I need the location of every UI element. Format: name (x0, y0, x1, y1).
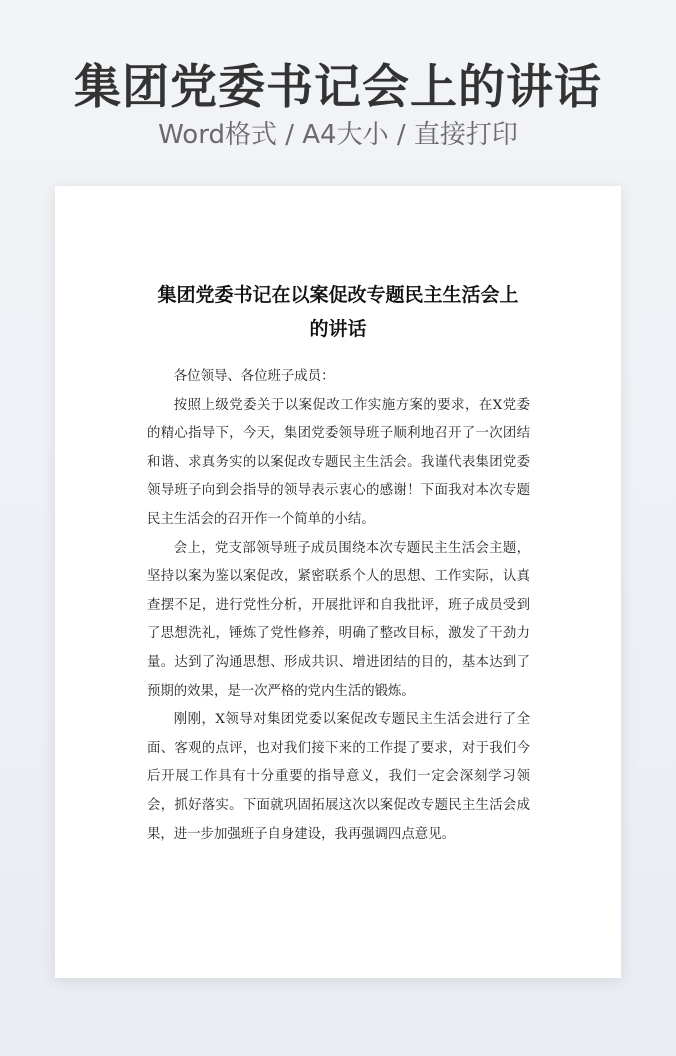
salutation: 各位领导、各位班子成员： (173, 369, 335, 384)
page-title: 集团党委书记会上的讲话 (74, 60, 602, 115)
document-body (147, 363, 530, 849)
paragraph: 按照上级党委关于以案促改工作实施方案的要求，在X党委的精心指导下，今天，集团党委领导班子顺利地召开了一次团结和谐、求真务实的以案促改专题民主生活会。我谨代表集团党委领导班子向到会指导的领导表示衷心的感谢！下面我对本次专题民主生活会的召开作一个简单的小结。 (147, 397, 530, 527)
paragraph: 会上，党支部领导班子成员围绕本次专题民主生活会主题，坚持以案为鉴以案促改，紧密联系个人的思想、工作实际，认真查摆不足，进行党性分析，开展批评和自我批评，班子成员受到了思想洗礼，锤炼了党性修养，明确了整改目标，激发了干劲力量。达到了沟通思想、形成共识、增进团结的目的，基本达到了预期的效果，是一次严格的党内生活的锻炼。 (147, 540, 530, 699)
document-title: 集团党委书记在以案促改专题民主生活会上的讲话 (157, 284, 519, 340)
paragraph: 刚刚，X领导对集团党委以案促改专题民主生活会进行了全面、客观的点评，也对我们接下来的工作提了要求，对于我们今后开展工作具有十分重要的指导意义，我们一定会深刻学习领会，抓好落实。下面就巩固拓展这次以案促改专题民主生活会成果，进一步加强班子自身建设，我再强调四点意见。 (147, 712, 530, 842)
page-subtitle: Word格式 / A4大小 / 直接打印 (158, 120, 518, 150)
document-page (55, 186, 621, 978)
